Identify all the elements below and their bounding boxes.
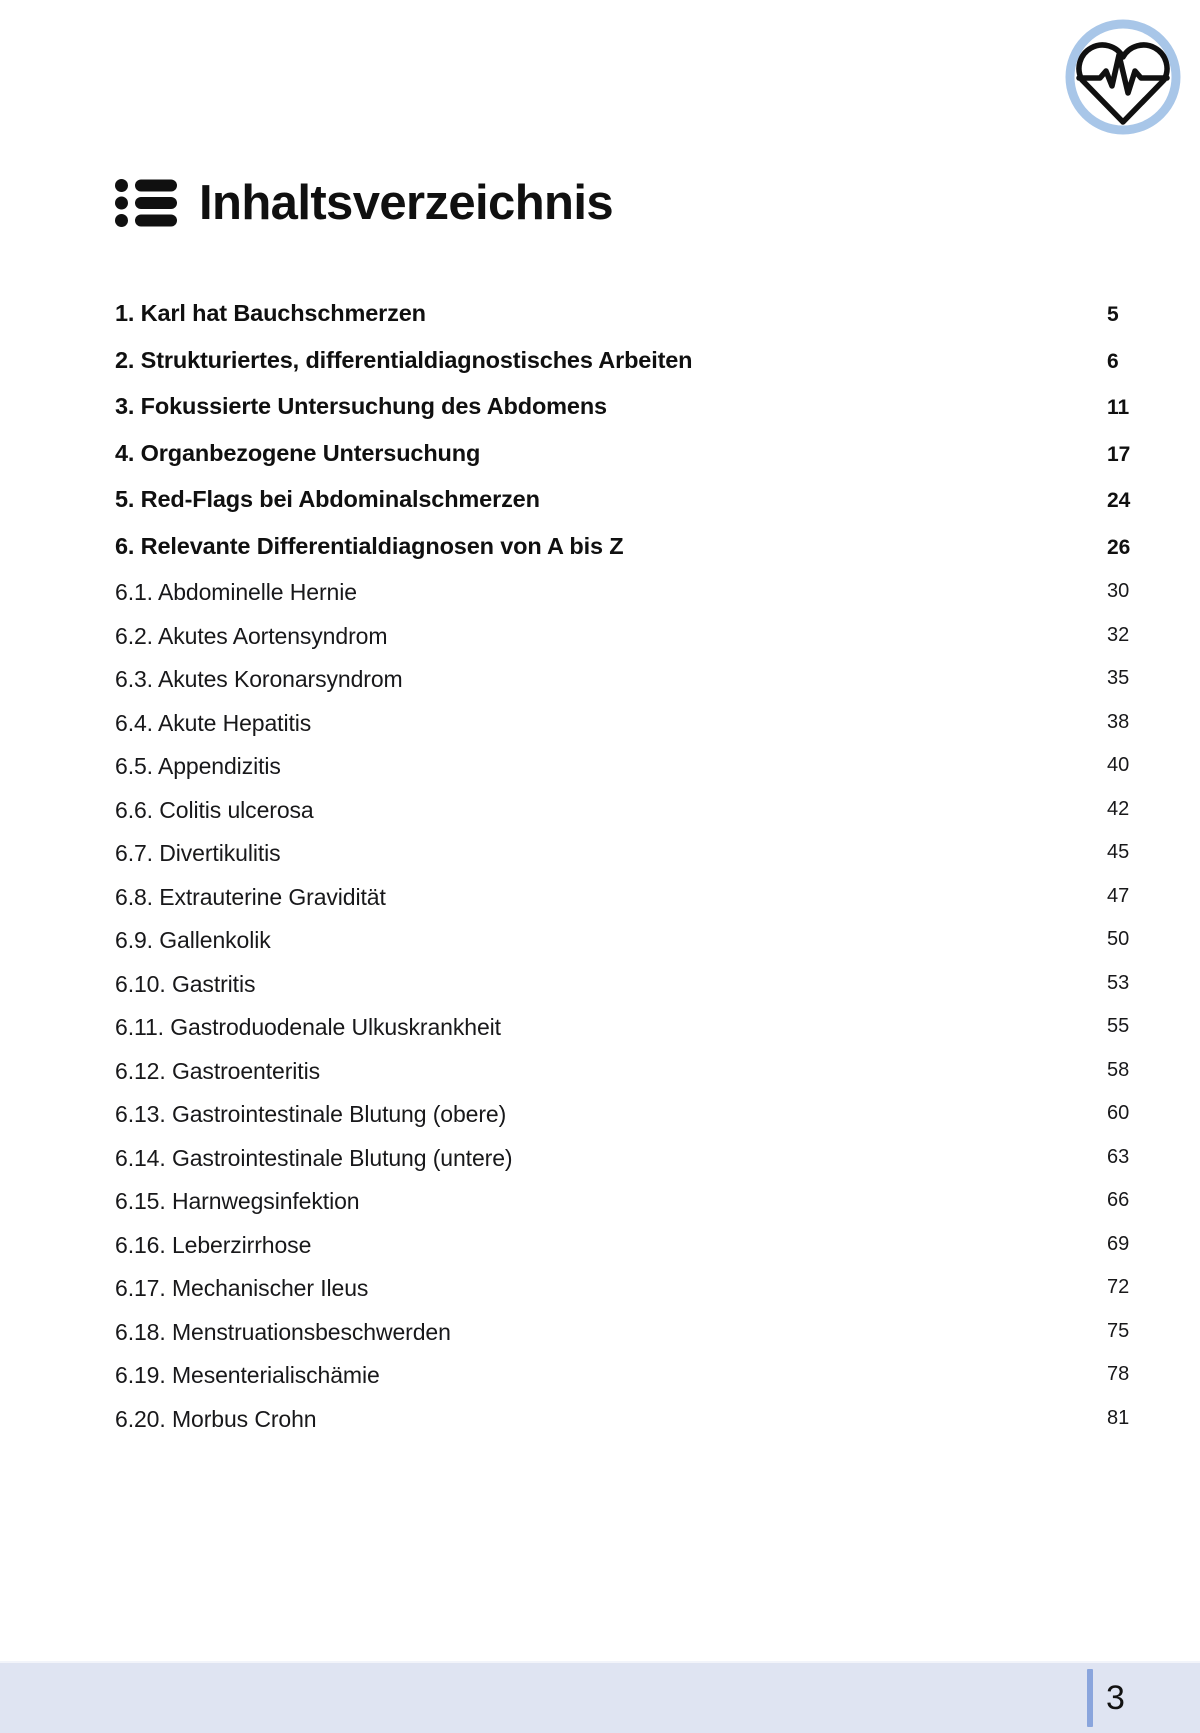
toc-entry-page-number: 66 <box>1107 1189 1130 1211</box>
toc-entry-page-number: 35 <box>1107 667 1130 689</box>
toc-entry-page-number: 55 <box>1107 1015 1130 1037</box>
toc-entry-label: 6.17. Mechanischer Ileus <box>115 1275 369 1301</box>
toc-entry-page-number: 75 <box>1107 1319 1130 1342</box>
toc-entry[interactable] <box>115 666 1130 710</box>
toc-entry-label: 1. Karl hat Bauchschmerzen <box>115 300 426 326</box>
toc-entry-page-number: 53 <box>1107 971 1130 994</box>
toc-entry-label: 6.5. Appendizitis <box>115 753 281 779</box>
toc-entry-page-number: 30 <box>1107 580 1130 602</box>
toc-entry-label: 6.12. Gastroenteritis <box>115 1057 321 1084</box>
toc-entry-page-number: 81 <box>1107 1406 1130 1429</box>
toc-entry-label: 4. Organbezogene Untersuchung <box>115 439 481 466</box>
toc-entry[interactable] <box>115 753 1130 797</box>
toc-entry-label: 6.8. Extrauterine Gravidität <box>115 883 386 910</box>
bulleted-list-icon <box>115 178 177 228</box>
toc-heading <box>115 175 614 230</box>
toc-entry-page-number: 42 <box>1107 797 1130 820</box>
toc-entry-page-number: 72 <box>1107 1276 1130 1298</box>
toc-entry[interactable] <box>115 840 1130 884</box>
toc-entry-page-number: 38 <box>1107 710 1130 733</box>
toc-entry[interactable] <box>115 883 1130 928</box>
toc-entry[interactable] <box>115 532 1131 580</box>
page-title: Inhaltsverzeichnis <box>199 175 614 230</box>
toc-entry-page-number: 32 <box>1107 623 1130 646</box>
toc-entry[interactable] <box>115 1014 1130 1058</box>
toc-entry[interactable] <box>115 347 1125 394</box>
toc-entry[interactable] <box>115 1057 1130 1102</box>
toc-entry[interactable] <box>115 393 1130 440</box>
toc-entry[interactable] <box>115 1318 1130 1363</box>
toc-entry-page-number: 6 <box>1107 349 1119 373</box>
toc-entry-label: 3. Fokussierte Untersuchung des Abdomens <box>115 393 607 419</box>
toc-entry-label: 6.16. Leberzirrhose <box>115 1231 312 1258</box>
footer-accent-bar <box>1087 1669 1093 1727</box>
toc-entry-page-number: 78 <box>1107 1363 1130 1385</box>
toc-entry[interactable] <box>115 709 1130 754</box>
toc-entry[interactable] <box>115 927 1130 971</box>
toc-entry-label: 5. Red-Flags bei Abdominalschmerzen <box>115 486 540 512</box>
toc-entry[interactable] <box>115 1188 1130 1232</box>
footer-page-number: 3 <box>1106 1679 1125 1717</box>
toc-entry-page-number: 24 <box>1107 489 1131 512</box>
toc-entry-label: 6.15. Harnwegsinfektion <box>115 1188 360 1214</box>
toc-entry-label: 6.6. Colitis ulcerosa <box>115 796 314 823</box>
toc-entry[interactable] <box>115 1275 1130 1319</box>
toc-entry[interactable] <box>115 796 1130 841</box>
toc-entry-label: 6.14. Gastrointestinale Blutung (untere) <box>115 1144 513 1171</box>
toc-entry-label: 6.9. Gallenkolik <box>115 927 271 953</box>
toc-entry[interactable] <box>115 1144 1130 1189</box>
toc-entry-page-number: 26 <box>1107 535 1131 559</box>
toc-entry-page-number: 60 <box>1107 1102 1130 1124</box>
toc-entry-label: 2. Strukturiertes, differentialdiagnostisches Arbeiten <box>115 346 693 373</box>
toc-entry-label: 6.18. Menstruationsbeschwerden <box>115 1318 451 1345</box>
toc-entry[interactable] <box>115 439 1131 487</box>
toc-entry[interactable] <box>115 1101 1130 1145</box>
toc-entry-label: 6.13. Gastrointestinale Blutung (obere) <box>115 1101 507 1127</box>
toc-entry[interactable] <box>115 486 1131 533</box>
toc-entry-page-number: 63 <box>1107 1145 1130 1168</box>
toc-entry[interactable] <box>115 300 1125 347</box>
toc-entry-label: 6.3. Akutes Koronarsyndrom <box>115 666 403 692</box>
toc-entry-page-number: 17 <box>1107 442 1131 466</box>
toc-entry-page-number: 11 <box>1107 396 1130 419</box>
toc-entry-page-number: 58 <box>1107 1058 1130 1081</box>
table-of-contents <box>115 300 1131 1449</box>
toc-entry-page-number: 50 <box>1107 928 1130 950</box>
toc-entry-page-number: 5 <box>1107 303 1119 326</box>
toc-entry-page-number: 69 <box>1107 1232 1130 1255</box>
toc-entry[interactable] <box>115 1362 1130 1406</box>
toc-entry-page-number: 40 <box>1107 754 1130 776</box>
toc-entry-label: 6.4. Akute Hepatitis <box>115 709 312 736</box>
toc-entry-label: 6.20. Morbus Crohn <box>115 1405 317 1432</box>
toc-entry-page-number: 47 <box>1107 884 1130 907</box>
toc-entry[interactable] <box>115 622 1130 667</box>
toc-entry[interactable] <box>115 1231 1130 1276</box>
toc-entry-label: 6.2. Akutes Aortensyndrom <box>115 622 388 649</box>
toc-entry[interactable] <box>115 970 1130 1015</box>
page-footer <box>0 1661 1200 1733</box>
heart-pulse-logo-icon <box>1062 16 1184 138</box>
toc-entry-page-number: 45 <box>1107 841 1130 863</box>
toc-entry[interactable] <box>115 579 1130 623</box>
toc-entry-label: 6.11. Gastroduodenale Ulkuskrankheit <box>115 1014 501 1040</box>
toc-entry-label: 6.19. Mesenterialischämie <box>115 1362 380 1388</box>
toc-entry-label: 6. Relevante Differentialdiagnosen von A bis Z <box>115 532 624 559</box>
toc-entry-label: 6.1. Abdominelle Hernie <box>115 579 357 605</box>
toc-entry[interactable] <box>115 1405 1130 1450</box>
toc-entry-label: 6.10. Gastritis <box>115 970 256 997</box>
toc-entry-label: 6.7. Divertikulitis <box>115 840 281 866</box>
